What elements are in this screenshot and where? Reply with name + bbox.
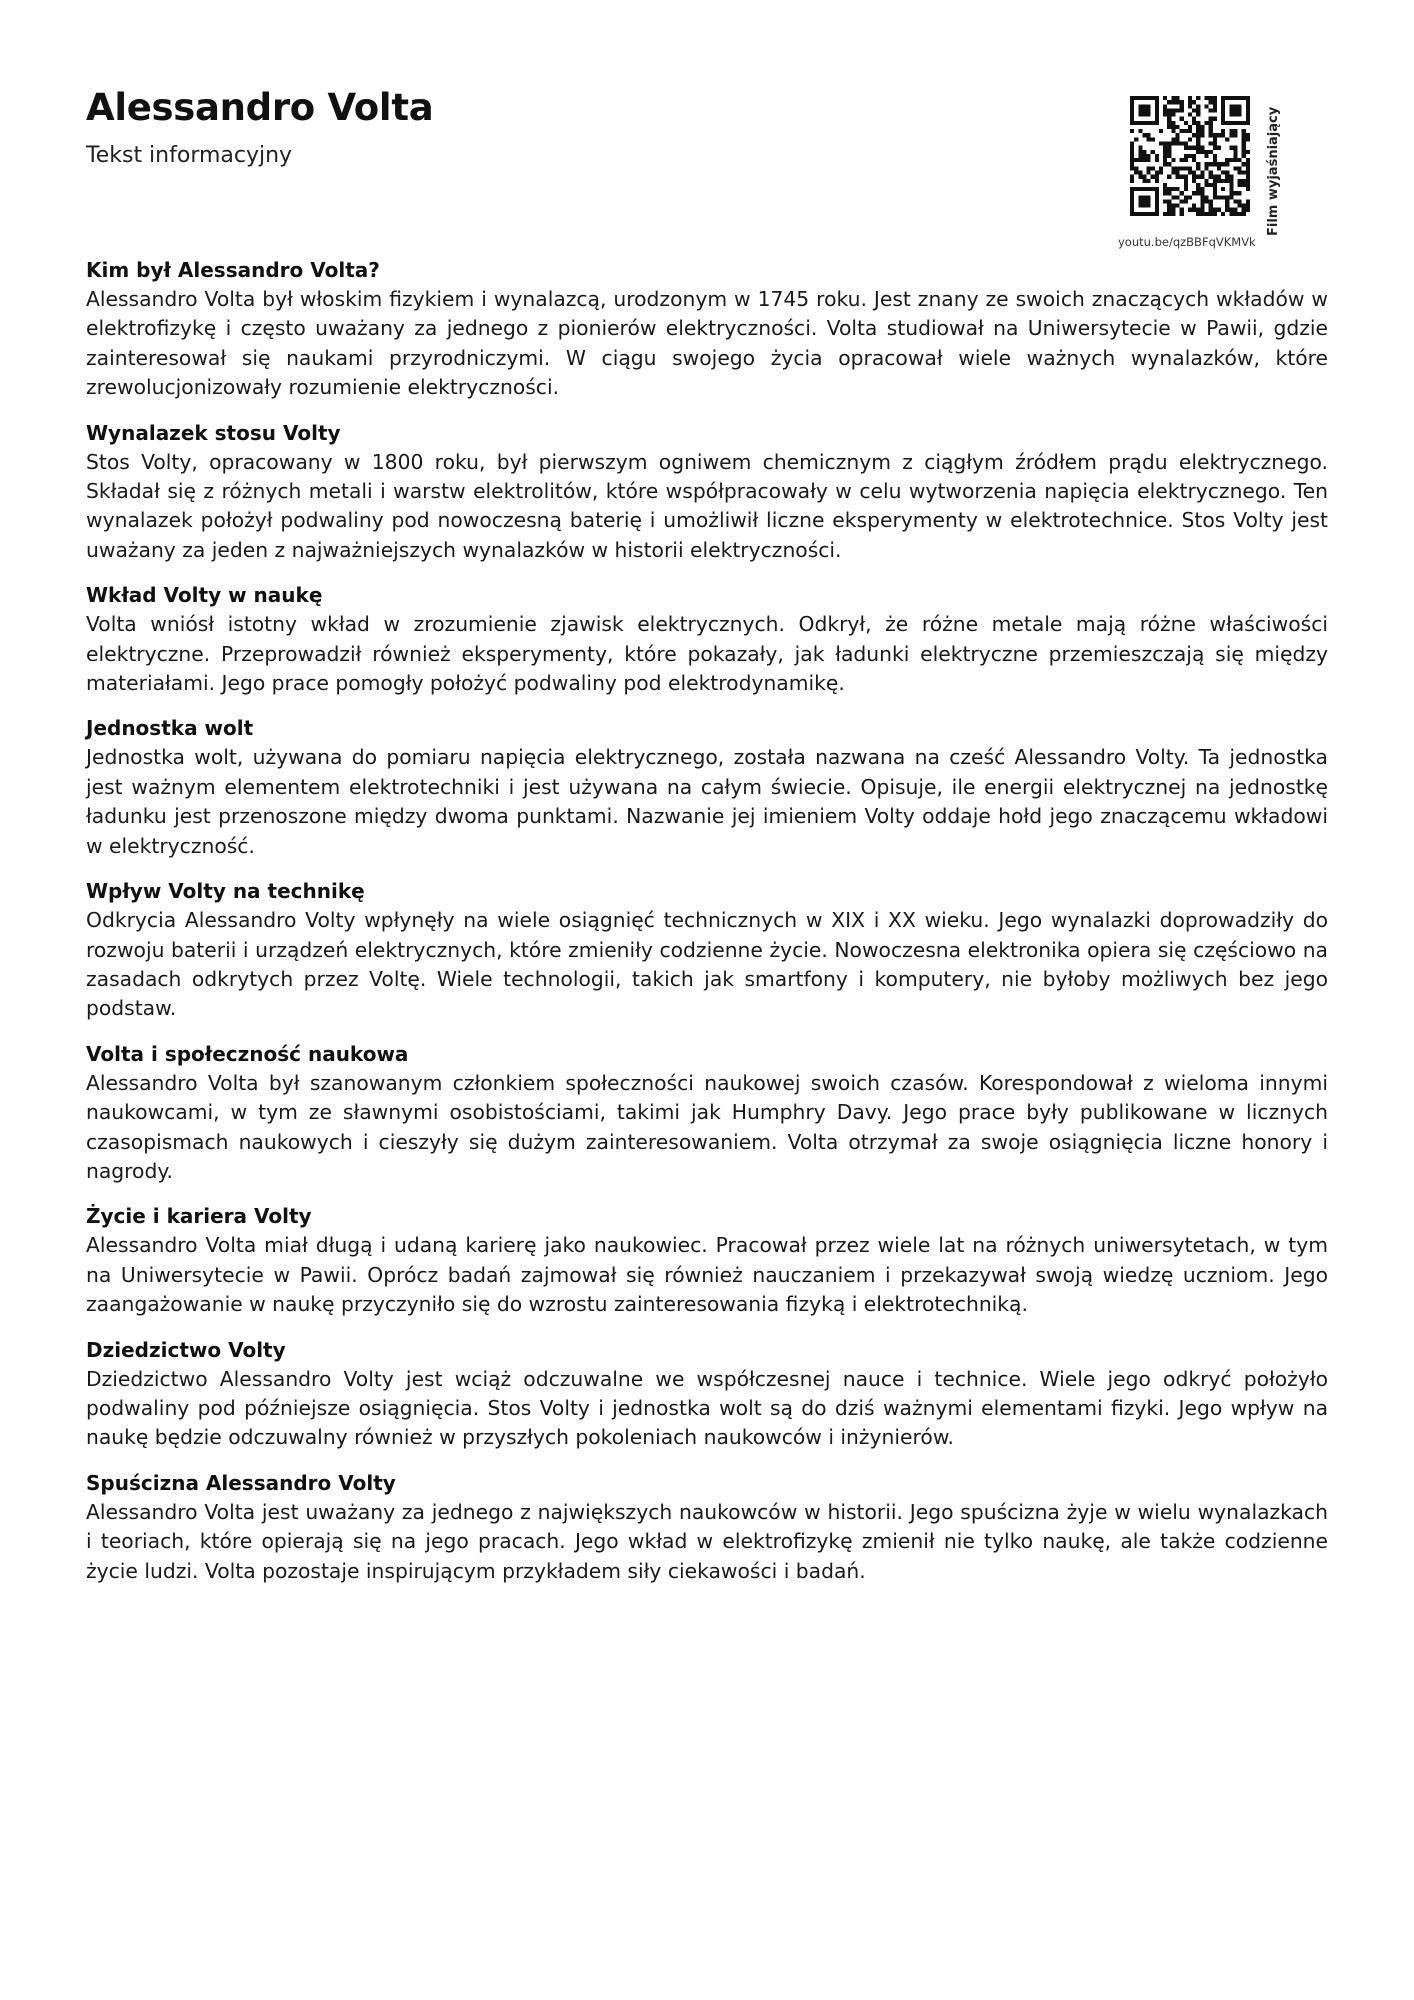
- section-text: Jednostka wolt, używana do pomiaru napięcia elektrycznego, została nazwana na cześć Alessandro Volty. Ta jednostka jest ważnym elementem elektrotechniki i jest używana na całym świecie. Opisuje, ile energii elektrycznej na jednostkę ładunku jest przenoszone między dwoma punktami. Nazwanie jej imieniem Volty oddaje hołd jego znaczącemu wkładowi w elektryczność.: [86, 745, 1328, 858]
- section-spuscizna: [86, 1468, 1328, 1586]
- section-wplyw-technika: [86, 876, 1328, 1024]
- section-heading: Kim był Alessandro Volta?: [86, 258, 380, 282]
- section-text: Alessandro Volta był włoskim fizykiem i wynalazcą, urodzonym w 1745 roku. Jest znany ze swoich znaczących wkładów w elektrofizykę i często uważany za jednego z pionierów elektryczności. Volta studiował na Uniwersytecie w Pawii, gdzie zainteresował się naukami przyrodniczymi. W ciągu swojego życia opracował wiele ważnych wynalazków, które zrewolucjonizowały rozumienie elektryczności.: [86, 287, 1328, 400]
- section-text: Odkrycia Alessandro Volty wpłynęły na wiele osiągnięć technicznych w XIX i XX wieku. Jego wynalazki doprowadziły do rozwoju baterii i urządzeń elektrycznych, które zmieniły codzienne życie. Nowoczesna elektronika opiera się częściowo na zasadach odkrytych przez Voltę. Wiele technologii, takich jak smartfony i komputery, nie byłoby możliwych bez jego podstaw.: [86, 908, 1328, 1021]
- section-heading: Wynalazek stosu Volty: [86, 420, 341, 445]
- section-text: Alessandro Volta miał długą i udaną karierę jako naukowiec. Pracował przez wiele lat na różnych uniwersytetach, w tym na Uniwersytecie w Pawii. Oprócz badań zajmował się również nauczaniem i przekazywał swoją wiedzę uczniom. Jego zaangażowanie w naukę przyczyniło się do wzrostu zainteresowania fizyką i elektrotechniką.: [86, 1233, 1328, 1317]
- section-heading: Spuścizna Alessandro Volty: [86, 1470, 396, 1495]
- section-dziedzictwo: [86, 1335, 1328, 1453]
- section-text: Volta wniósł istotny wkład w zrozumienie zjawisk elektrycznych. Odkrył, że różne metale mają różne właściwości elektryczne. Przeprowadził również eksperymenty, które pokazały, jak ładunki elektryczne przemieszczają się między materiałami. Jego prace pomogły położyć podwaliny pod elektrodynamikę.: [86, 612, 1328, 696]
- qr-code-icon: [1130, 96, 1250, 216]
- section-text: Alessandro Volta był szanowanym członkiem społeczności naukowej swoich czasów. Korespondował z wieloma innymi naukowcami, w tym ze sławnymi osobistościami, takimi jak Humphry Davy. Jego prace były publikowane w licznych czasopismach naukowych i cieszyły się dużym zainteresowaniem. Volta otrzymał za swoje osiągnięcia liczne honory i nagrody.: [86, 1070, 1328, 1183]
- article-body: [86, 255, 1328, 1601]
- section-kim-byl: [86, 255, 1328, 403]
- section-wklad: [86, 580, 1328, 698]
- page-title: Alessandro Volta: [86, 86, 434, 129]
- section-heading: Wpływ Volty na technikę: [86, 879, 365, 904]
- section-heading: Dziedzictwo Volty: [86, 1337, 286, 1362]
- section-heading: Volta i społeczność naukowa: [86, 1041, 409, 1066]
- section-jednostka-wolt: [86, 713, 1328, 861]
- section-text: Alessandro Volta jest uważany za jednego z największych naukowców w historii. Jego spuścizna żyje w wielu wynalazkach i teoriach, które opierają się na jego pracach. Jego wkład w elektrofizykę zmienił nie tylko naukę, ale także codzienne życie ludzi. Volta pozostaje inspirującym przykładem siły ciekawości i badań.: [86, 1499, 1328, 1583]
- section-heading: Wkład Volty w naukę: [86, 583, 323, 608]
- section-zycie-kariera: [86, 1201, 1328, 1319]
- section-heading: Życie i kariera Volty: [86, 1204, 312, 1229]
- page-subtitle: Tekst informacyjny: [86, 143, 293, 168]
- qr-url[interactable]: youtu.be/qzBBFqVKMVk: [1118, 235, 1256, 249]
- section-text: Dziedzictwo Alessandro Volty jest wciąż odczuwalne we współczesnej nauce i technice. Wiele jego odkryć położyło podwaliny pod późniejsze osiągnięcia. Stos Volty i jednostka wolt są do dziś ważnymi elementami fizyki. Jego wpływ na naukę będzie odczuwalny również w przyszłych pokoleniach naukowców i inżynierów.: [86, 1366, 1328, 1450]
- section-text: Stos Volty, opracowany w 1800 roku, był pierwszym ogniwem chemicznym z ciągłym źródłem prądu elektrycznego. Składał się z różnych metali i warstw elektrolitów, które współpracowały w celu wytworzenia napięcia elektrycznego. Ten wynalazek położył podwaliny pod nowoczesną baterię i umożliwił liczne eksperymenty w elektrotechnice. Stos Volty jest uważany za jeden z najważniejszych wynalazków w historii elektryczności.: [86, 449, 1328, 562]
- section-heading: Jednostka wolt: [86, 716, 254, 741]
- section-stos-volty: [86, 418, 1328, 566]
- qr-film-label: Film wyjaśniający: [1266, 106, 1281, 236]
- section-spolecznosc: [86, 1039, 1328, 1187]
